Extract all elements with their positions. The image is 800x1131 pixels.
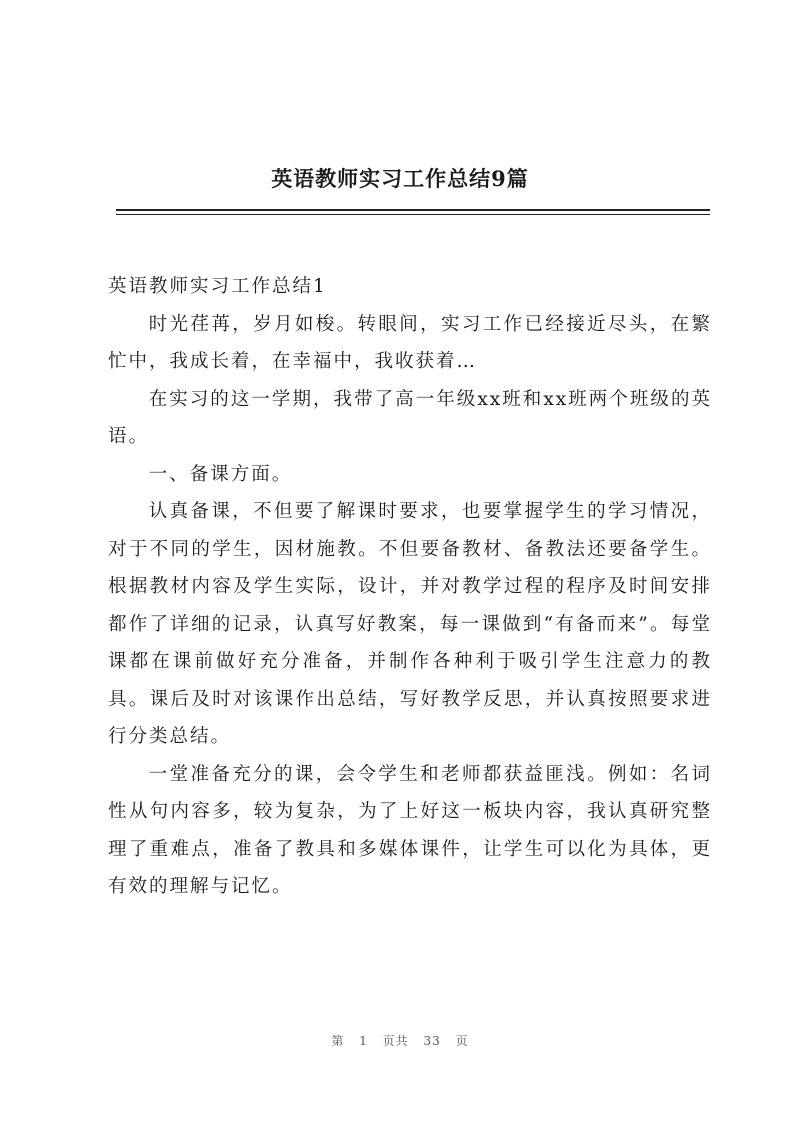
title-divider-thin	[116, 214, 710, 215]
paragraph: 在实习的这一学期，我带了高一年级xx班和xx班两个班级的英语。	[108, 388, 712, 447]
title-divider-thick	[116, 209, 710, 211]
footer-label-ye: 页	[455, 1034, 469, 1048]
document-body	[108, 268, 712, 906]
paragraph: 认真备课，不但要了解课时要求，也要掌握学生的学习情况，对于不同的学生，因材施教。不但要备教材、备教法还要备学生。根据教材内容及学生实际，设计，并对教学过程的程序及时间安排都作了详细的记录，认真写好教案，每一课做到“有备而来”。每堂课都在课前做好充分准备，并制作各种利于吸引学生注意力的教具。课后及时对该课作出总结，写好教学反思，并认真按照要求进行分类总结。	[108, 501, 712, 747]
section-heading: 英语教师实习工作总结1	[108, 276, 327, 297]
subheading-paragraph: 一、备课方面。	[148, 463, 293, 485]
paragraph: 一堂准备充分的课，会令学生和老师都获益匪浅。例如：名词性从句内容多，较为复杂，为了上好这一板块内容，我认真研究整理了重难点，准备了教具和多媒体课件，让学生可以化为具体，更有效的理解与记忆。	[108, 763, 712, 897]
footer-label-di: 第	[331, 1034, 345, 1048]
footer-current-page: 1	[359, 1034, 368, 1048]
page-footer	[0, 1032, 800, 1049]
footer-label-ye-gong: 页共	[382, 1034, 409, 1048]
footer-total-pages: 33	[423, 1034, 441, 1048]
document-title: 英语教师实习工作总结9篇	[271, 166, 529, 191]
paragraph: 时光荏苒，岁月如梭。转眼间，实习工作已经接近尽头，在繁忙中，我成长着，在幸福中，我收获着…	[108, 313, 712, 372]
